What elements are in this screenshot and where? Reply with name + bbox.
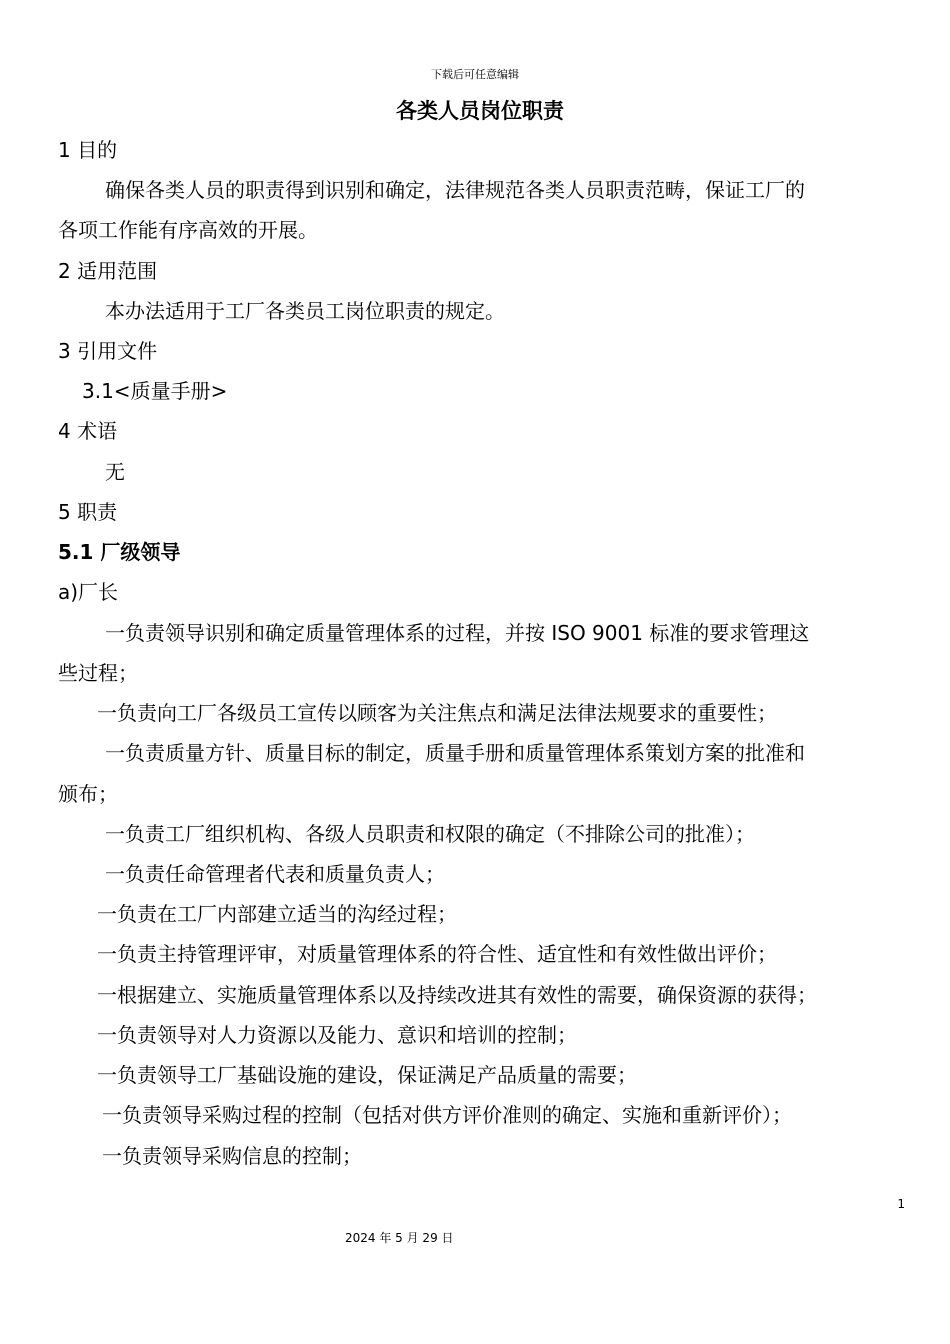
page-number: 1: [897, 1197, 905, 1211]
duty-item: 一负责向工厂各级员工宣传以顾客为关注焦点和满足法律法规要求的重要性；: [97, 701, 777, 725]
duty-item-continuation: 颁布；: [58, 782, 118, 806]
duty-item-continuation: 些过程；: [58, 661, 138, 685]
subsection-heading: 5.1 厂级领导: [58, 540, 181, 564]
document-title: 各类人员岗位职责: [396, 99, 564, 123]
section-heading: 4 术语: [58, 419, 118, 443]
duty-item: 一根据建立、实施质量管理体系以及持续改进其有效性的需要，确保资源的获得；: [97, 983, 817, 1007]
paragraph-line: 各项工作能有序高效的开展。: [58, 218, 318, 242]
section-heading: 5 职责: [58, 500, 118, 524]
duty-item: 一负责在工厂内部建立适当的沟经过程；: [97, 902, 457, 926]
paragraph-line: 本办法适用于工厂各类员工岗位职责的规定。: [105, 299, 505, 323]
role-heading: a)厂长: [58, 580, 119, 604]
duty-item: 一负责领导识别和确定质量管理体系的过程，并按 ISO 9001 标准的要求管理这: [105, 621, 810, 645]
duty-item: 一负责领导工厂基础设施的建设，保证满足产品质量的需要；: [97, 1063, 637, 1087]
duty-item: 一负责领导采购过程的控制（包括对供方评价准则的确定、实施和重新评价）；: [102, 1103, 792, 1127]
section-heading: 3 引用文件: [58, 339, 158, 363]
section-heading: 2 适用范围: [58, 259, 158, 283]
duty-item: 一负责任命管理者代表和质量负责人；: [105, 862, 445, 886]
paragraph-line: 确保各类人员的职责得到识别和确定，法律规范各类人员职责范畴，保证工厂的: [105, 178, 805, 202]
duty-item: 一负责领导采购信息的控制；: [102, 1144, 362, 1168]
footer-date: 2024 年 5 月 29 日: [345, 1231, 454, 1245]
list-item: 3.1<质量手册>: [82, 379, 228, 403]
section-heading: 1 目的: [58, 138, 118, 162]
duty-item: 一负责领导对人力资源以及能力、意识和培训的控制；: [97, 1023, 577, 1047]
duty-item: 一负责工厂组织机构、各级人员职责和权限的确定（不排除公司的批准）；: [105, 822, 755, 846]
header-note: 下载后可任意编辑: [431, 68, 519, 81]
paragraph-line: 无: [105, 460, 125, 484]
duty-item: 一负责质量方针、质量目标的制定，质量手册和质量管理体系策划方案的批准和: [105, 741, 805, 765]
duty-item: 一负责主持管理评审，对质量管理体系的符合性、适宜性和有效性做出评价；: [97, 942, 777, 966]
